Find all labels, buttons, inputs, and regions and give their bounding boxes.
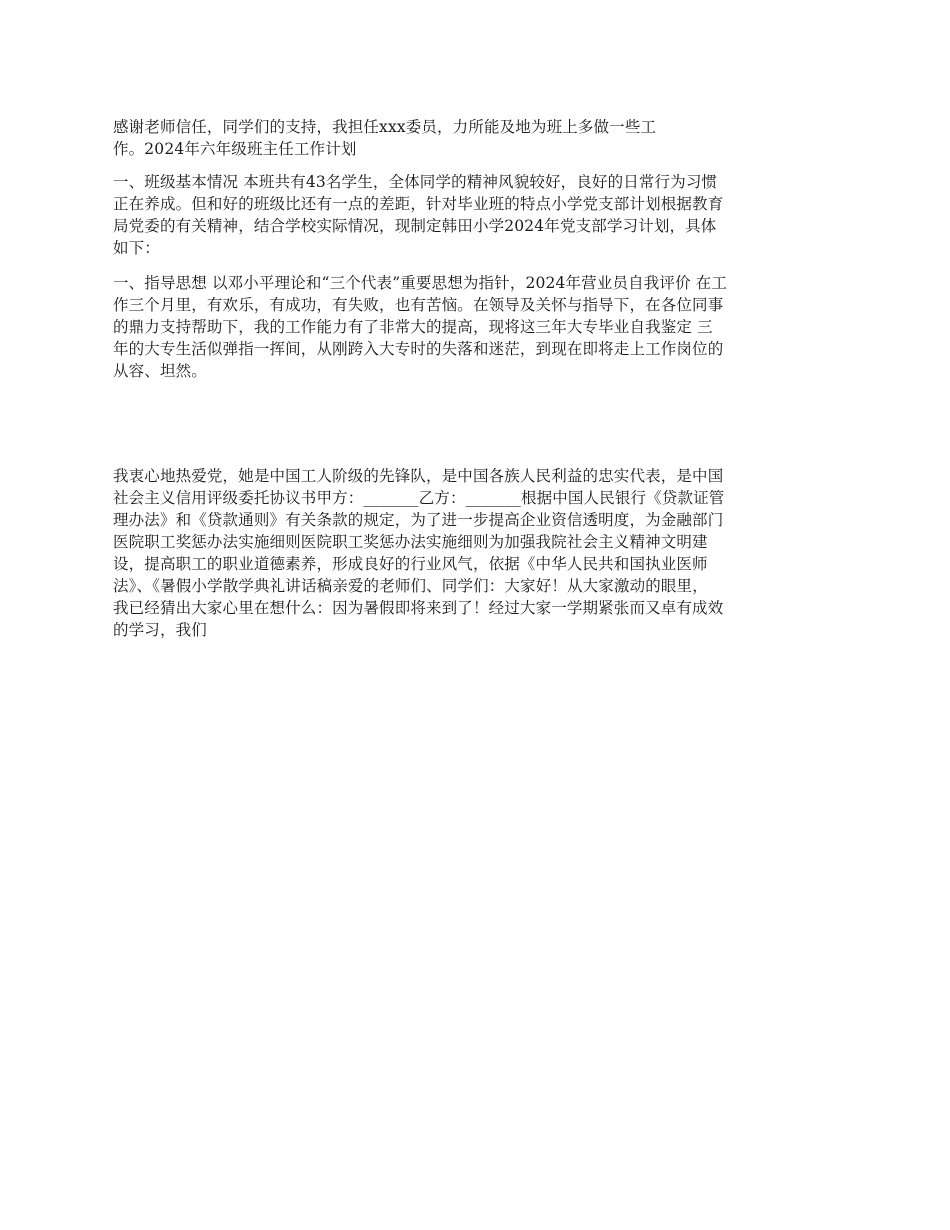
paragraph-line: 理办法》和《贷款通则》有关条款的规定，为了进一步提高企业资信透明度，为金融部门 [113, 511, 724, 529]
paragraph-line: 我已经猜出大家心里在想什么：因为暑假即将来到了！经过大家一学期紧张而又卓有成效 [113, 599, 724, 617]
paragraph-2 [113, 171, 843, 259]
paragraph-line: 医院职工奖惩办法实施细则医院职工奖惩办法实施细则为加强我院社会主义精神文明建 [113, 533, 708, 551]
paragraph-line: 的鼎力支持帮助下，我的工作能力有了非常大的提高，现将这三年大专毕业自我鉴定 三 [113, 318, 713, 336]
paragraph-line: 法》、《暑假小学散学典礼讲话稿亲爱的老师们、同学们：大家好！从大家激动的眼里， [113, 577, 708, 595]
paragraph-line: 一、指导思想 以邓小平理论和“三个代表”重要思想为指针，2024年营业员自我评价 在工 [113, 274, 728, 292]
paragraph-line: 社会主义信用评级委托协议书甲方：_______乙方：_______根据中国人民银行《贷款证管 [113, 489, 725, 507]
paragraph-line: 从容、坦然。 [113, 362, 207, 380]
paragraph-line: 一、班级基本情况 本班共有43名学生，全体同学的精神风貌较好，良好的日常行为习惯 [113, 173, 718, 191]
paragraph-line: 如下： [113, 239, 160, 257]
paragraph-line: 作三个月里，有欢乐，有成功，有失败，也有苦恼。在领导及关怀与指导下，在各位同事 [113, 296, 724, 314]
paragraph-line: 我衷心地热爱党，她是中国工人阶级的先锋队，是中国各族人民利益的忠实代表，是中国 [113, 467, 724, 485]
paragraph-line: 作。2024年六年级班主任工作计划 [113, 140, 357, 158]
paragraph-4 [113, 465, 843, 641]
paragraph-line: 局党委的有关精神，结合学校实际情况，现制定韩田小学2024年党支部学习计划，具体 [113, 217, 717, 235]
paragraph-line: 设，提高职工的职业道德素养，形成良好的行业风气，依据《中华人民共和国执业医师 [113, 555, 708, 573]
paragraph-line: 正在养成。但和好的班级比还有一点的差距，针对毕业班的特点小学党支部计划根据教育 [113, 195, 724, 213]
paragraph-line: 感谢老师信任，同学们的支持，我担任xxx委员，力所能及地为班上多做一些工 [113, 118, 657, 136]
paragraph-line: 的学习，我们 [113, 621, 207, 639]
paragraph-3 [113, 272, 843, 382]
paragraph-1 [113, 116, 843, 160]
paragraph-line: 年的大专生活似弹指一挥间，从刚跨入大专时的失落和迷茫，到现在即将走上工作岗位的 [113, 340, 724, 358]
